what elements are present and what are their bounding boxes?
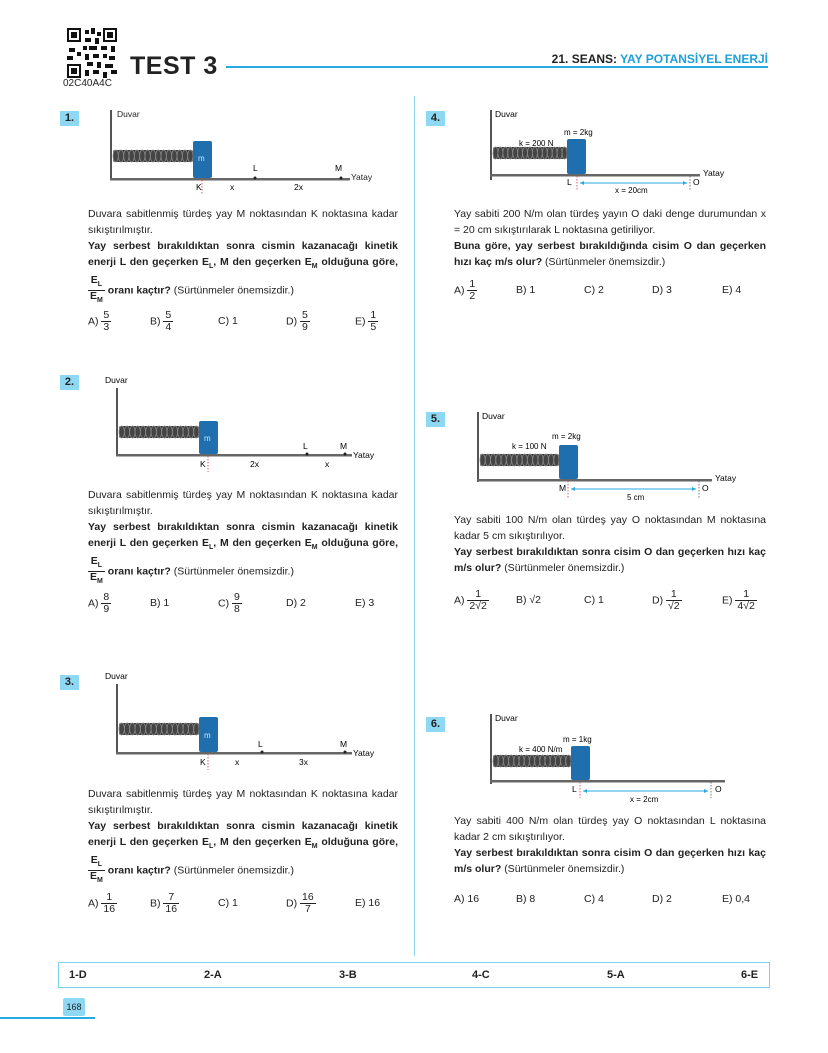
horizontal-label: Yatay (715, 473, 737, 483)
horizontal-label: Yatay (703, 168, 725, 178)
ground-line (116, 752, 352, 755)
spring-icon (480, 454, 559, 466)
ground-line (110, 178, 350, 181)
session-topic: YAY POTANSİYEL ENERJİ (620, 52, 768, 66)
mass-value-label: m = 2kg (564, 128, 593, 137)
distance-label: 5 cm (627, 493, 645, 502)
option-d[interactable]: D) $\frac{1}{√2}$ (652, 588, 680, 612)
question-text: Yay sabiti 400 N/m olan türdeş yay O noktasından L noktasına kadar 2 cm sıkıştırılıyor. Yay serbest bırakıldıktan sonra cisim O dan geçerken hızı kaç m/s olur? (Sürtünmeler önemsizdir.) (454, 815, 766, 875)
wall-label: Duvar (117, 109, 140, 119)
horizontal-label: Yatay (353, 450, 375, 460)
spring-icon (113, 150, 193, 162)
wall-label: Duvar (495, 713, 518, 723)
option-e[interactable]: E) 4 (722, 284, 742, 296)
option-b[interactable]: B) 1 (516, 284, 536, 296)
wall (116, 684, 118, 754)
segment-lm-label: 3x (299, 757, 308, 767)
option-a[interactable]: A) $\frac{1}{2}$ (454, 278, 476, 302)
answer-options (454, 585, 766, 615)
point-l-label: L (253, 163, 258, 173)
option-c[interactable]: C) 1 (218, 315, 238, 327)
option-e[interactable]: E) $\frac{1}{4√2}$ (722, 588, 755, 612)
option-c[interactable]: C) 1 (584, 594, 604, 606)
question-text: Duvara sabitlenmiş türdeş yay M noktasından K noktasına kadar sıkıştırılmıştır. Yay serbest bırakıldıktan sonra cismin kazanacağı kinetik enerji L den geçerken $E_L$, M den geçerken $E_M$ olduğuna göre, $\frac{E_L}{E_M}$ oranı kaçtır? (Sürtünmeler önemsizdir.) (88, 788, 398, 885)
wall (116, 388, 118, 456)
spring-icon (493, 147, 567, 159)
mass-label: m (204, 434, 211, 443)
answer-key-item: 4-C (472, 969, 490, 981)
session-title (552, 52, 768, 66)
wall (490, 110, 492, 180)
point-m-label: M (335, 163, 343, 173)
horizontal-label: Yatay (353, 748, 375, 758)
wall (477, 412, 479, 482)
segment-lm-label: 2x (294, 182, 303, 192)
option-c[interactable]: C) $\frac{9}{8}$ (218, 591, 240, 615)
point-l-label: L (303, 441, 308, 451)
footer-rule (0, 1017, 95, 1019)
ground-line (116, 454, 352, 457)
option-a[interactable]: A) $\frac{8}{9}$ (88, 591, 110, 615)
point-o-label: O (693, 177, 700, 187)
qr-code-id: 02C40A4C (63, 78, 112, 89)
spring-constant-label: k = 400 N/m (519, 745, 563, 754)
mass-block (559, 445, 578, 479)
mass-block (571, 746, 590, 780)
spring-diagram-q5 (472, 406, 742, 504)
option-e[interactable]: E) $\frac{1}{5}$ (355, 309, 377, 333)
option-d[interactable]: D) $\frac{5}{9}$ (286, 309, 308, 333)
mass-value-label: m = 2kg (552, 432, 581, 441)
spring-icon (119, 426, 199, 438)
answer-key-item: 2-A (204, 969, 222, 981)
option-d[interactable]: D) $\frac{16}{7}$ (286, 891, 314, 915)
page-number: 168 (63, 998, 85, 1016)
column-divider (414, 96, 415, 956)
mass-label: m (204, 731, 211, 740)
answer-options (454, 275, 766, 305)
test-title: TEST 3 (130, 52, 218, 80)
point-k-label: K (200, 757, 206, 767)
wall-label: Duvar (105, 671, 128, 681)
spring-constant-label: k = 200 N (519, 139, 554, 148)
header-rule (226, 66, 768, 68)
option-c[interactable]: C) 4 (584, 893, 604, 905)
segment-kl-label: 2x (250, 459, 259, 469)
question-number: 5. (426, 412, 445, 427)
answer-options (88, 306, 398, 336)
answer-key-item: 5-A (607, 969, 625, 981)
ground-line (490, 174, 700, 177)
qr-code-icon (67, 28, 117, 78)
question-text: Duvara sabitlenmiş türdeş yay M noktasından K noktasına kadar sıkıştırılmıştır. Yay serbest bırakıldıktan sonra cismin kazanacağı kinetik enerji L den geçerken $E_L$, M den geçerken $E_M$ olduğuna göre, $\frac{E_L}{E_M}$ oranı kaçtır? (Sürtünmeler önemsizdir.) (88, 489, 398, 586)
spring-diagram-q1 (105, 104, 405, 194)
mass-value-label: m = 1kg (563, 735, 592, 744)
option-d[interactable]: D) 2 (652, 893, 672, 905)
question-number: 2. (60, 375, 79, 390)
question-number: 1. (60, 111, 79, 126)
question-number: 6. (426, 717, 445, 732)
point-l-label: L (258, 739, 263, 749)
point-l-label: L (572, 784, 577, 794)
answer-key (58, 962, 770, 988)
wall-label: Duvar (482, 411, 505, 421)
mass-block (567, 139, 586, 174)
option-d[interactable]: D) 2 (286, 597, 306, 609)
horizontal-label: Yatay (351, 172, 373, 182)
spring-constant-label: k = 100 N (512, 442, 547, 451)
point-m-label: M (340, 441, 348, 451)
option-b[interactable]: B) 1 (150, 597, 170, 609)
option-b[interactable]: B) 8 (516, 893, 536, 905)
question-number: 3. (60, 675, 79, 690)
wall (110, 110, 112, 180)
option-c[interactable]: C) 2 (584, 284, 604, 296)
question-number: 4. (426, 111, 445, 126)
point-m-label: M (559, 483, 567, 493)
question-text: Yay sabiti 200 N/m olan türdeş yayın O daki denge durumundan x = 20 cm sıkıştırılarak L noktasına getiriliyor. Buna göre, yay serbest bırakıldığında cisim O dan geçerken hızı kaç m/s olur? (Sürtünmeler önemsizdir.) (454, 208, 766, 268)
option-e[interactable]: E) 0,4 (722, 893, 751, 905)
ground-line (490, 780, 725, 783)
distance-label: x = 2cm (630, 795, 659, 804)
segment-kl-label: x (235, 757, 240, 767)
segment-lm-label: x (325, 459, 330, 469)
point-k-label: K (196, 182, 202, 192)
point-k-label: K (200, 459, 206, 469)
option-a[interactable]: A) $\frac{1}{16}$ (88, 891, 116, 915)
answer-options (88, 888, 398, 918)
point-m-label: M (340, 739, 348, 749)
option-d[interactable]: D) 3 (652, 284, 672, 296)
answer-key-item: 6-E (741, 969, 759, 981)
option-b[interactable]: B) $\frac{5}{4}$ (150, 309, 172, 333)
answer-options (454, 886, 766, 916)
option-e[interactable]: E) 3 (355, 597, 375, 609)
point-o-label: O (715, 784, 722, 794)
option-e[interactable]: E) 16 (355, 897, 381, 909)
question-text: Yay sabiti 100 N/m olan türdeş yay O noktasından M noktasına kadar 5 cm sıkıştırılıyor. Yay serbest bırakıldıktan sonra cisim O dan geçerken hızı kaç m/s olur? (Sürtünmeler önemsizdir.) (454, 514, 766, 574)
wall (490, 714, 492, 784)
segment-kl-label: x (230, 182, 235, 192)
spring-diagram-q3 (105, 668, 405, 770)
ground-line (477, 479, 712, 482)
option-c[interactable]: C) 1 (218, 897, 238, 909)
question-text: Duvara sabitlenmiş türdeş yay M noktasından K noktasına kadar sıkıştırılmıştır. Yay serbest bırakıldıktan sonra cismin kazanacağı kinetik enerji L den geçerken $E_L$, M den geçerken $E_M$ olduğuna göre, $\frac{E_L}{E_M}$ oranı kaçtır? (Sürtünmeler önemsizdir.) (88, 208, 398, 305)
session-prefix: 21. SEANS: (551, 52, 618, 66)
option-b[interactable]: B) $\frac{7}{16}$ (150, 891, 178, 915)
option-a[interactable]: A) $\frac{5}{3}$ (88, 309, 110, 333)
answer-key-item: 1-D (69, 969, 87, 981)
distance-label: x = 20cm (615, 186, 648, 195)
option-b[interactable]: B) √2 (516, 594, 542, 606)
wall-label: Duvar (495, 109, 518, 119)
answer-key-item: 3-B (339, 969, 357, 981)
mass-label: m (198, 154, 205, 163)
spring-diagram-q4 (485, 104, 735, 196)
answer-options (88, 588, 398, 618)
spring-icon (493, 755, 571, 767)
option-a[interactable]: A) $\frac{1}{2√2}$ (454, 588, 487, 612)
point-o-label: O (702, 483, 709, 493)
wall-label: Duvar (105, 375, 128, 385)
point-l-label: L (567, 177, 572, 187)
spring-diagram-q6 (485, 708, 735, 806)
spring-icon (119, 723, 199, 735)
option-a[interactable]: A) 16 (454, 893, 480, 905)
spring-diagram-q2 (105, 372, 405, 472)
